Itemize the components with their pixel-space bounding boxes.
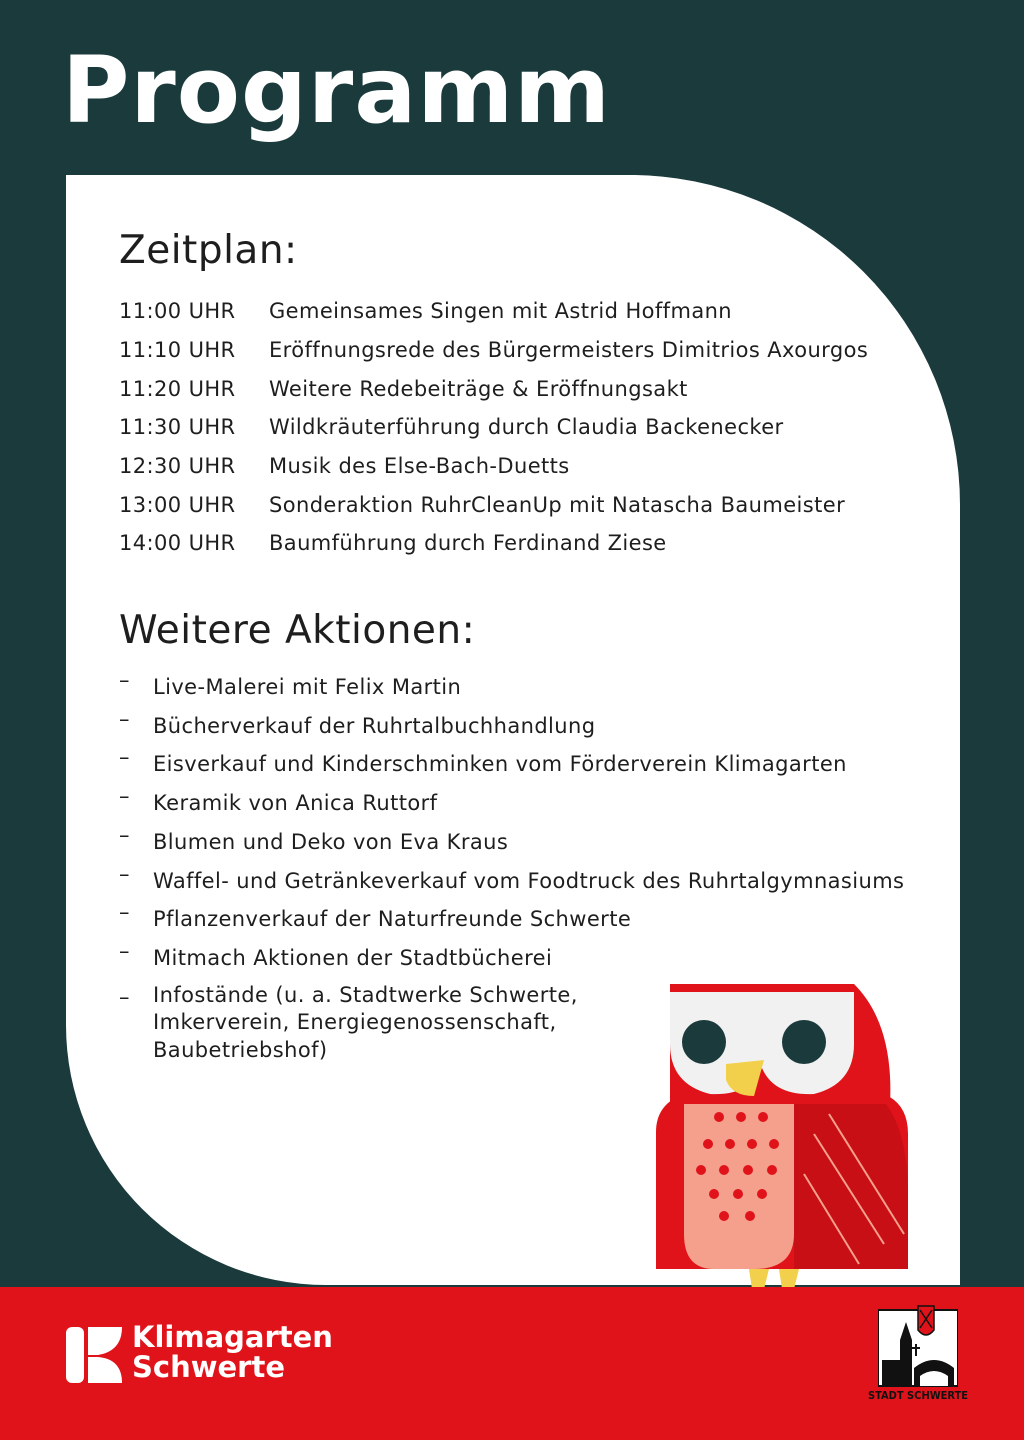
schedule-row: [119, 292, 868, 331]
list-item: [119, 745, 904, 784]
schedule-row: [119, 369, 868, 408]
list-dash: –: [119, 822, 130, 847]
klimagarten-logo-text: [132, 1322, 333, 1382]
logo-line-2: Schwerte: [132, 1350, 286, 1384]
crest-label: STADT SCHWERTE: [867, 1389, 969, 1402]
schedule-row: [119, 524, 868, 563]
owl-eye-left: [682, 1020, 726, 1064]
klimagarten-leaf-k-logo: [66, 1327, 122, 1383]
schedule-row: [119, 485, 868, 524]
owl-illustration: [654, 984, 910, 1290]
action-text: Blumen und Deko von Eva Kraus: [153, 829, 509, 854]
page-title: Programm: [62, 37, 612, 144]
list-dash: –: [119, 784, 130, 809]
action-text: Infostände (u. a. Stadtwerke Schwerte, Imkerverein, Energiegenossenschaft, Baubetriebshof): [153, 982, 578, 1062]
schedule-time: 11:30 UHR: [119, 415, 236, 440]
schedule-row: [119, 447, 868, 486]
action-text: Mitmach Aktionen der Stadtbücherei: [153, 945, 553, 970]
action-text: Eisverkauf und Kinderschminken vom Förderverein Klimagarten: [153, 752, 847, 777]
schedule-event: Musik des Else-Bach-Duetts: [269, 454, 570, 479]
schedule-row: [119, 408, 868, 447]
action-text: Keramik von Anica Ruttorf: [153, 791, 438, 816]
owl-eye-right: [782, 1020, 826, 1064]
schedule-time: 14:00 UHR: [119, 531, 236, 556]
schedule-time: 11:20 UHR: [119, 376, 236, 401]
list-item: [119, 862, 904, 901]
list-item: [119, 668, 904, 707]
list-dash: –: [119, 706, 130, 731]
action-text: Waffel- und Getränkeverkauf vom Foodtruck des Ruhrtalgymnasiums: [153, 868, 905, 893]
schedule-time: 12:30 UHR: [119, 454, 236, 479]
schedule-time: 13:00 UHR: [119, 492, 236, 517]
schedule-time: 11:00 UHR: [119, 299, 236, 324]
stadt-schwerte-crest: [878, 1300, 958, 1388]
schedule-event: Sonderaktion RuhrCleanUp mit Natascha Baumeister: [269, 492, 846, 517]
list-dash: –: [119, 984, 130, 1009]
schedule-event: Gemeinsames Singen mit Astrid Hoffmann: [269, 299, 733, 324]
schedule-event: Baumführung durch Ferdinand Ziese: [269, 531, 667, 556]
actions-heading: Weitere Aktionen:: [119, 608, 476, 653]
action-text: Live-Malerei mit Felix Martin: [153, 675, 462, 699]
action-text: Bücherverkauf der Ruhrtalbuchhandlung: [153, 713, 596, 738]
list-item: [119, 823, 904, 862]
list-dash: –: [119, 900, 130, 925]
schedule-event: Weitere Redebeiträge & Eröffnungsakt: [269, 376, 688, 401]
schedule-row: [119, 331, 868, 370]
list-dash: –: [119, 745, 130, 770]
owl-belly: [684, 1104, 794, 1269]
owl-foot-left: [749, 1269, 769, 1289]
list-dash: –: [119, 938, 130, 963]
list-dash: –: [119, 861, 130, 886]
schedule-event: Wildkräuterführung durch Claudia Backenecker: [269, 415, 784, 440]
action-text: Pflanzenverkauf der Naturfreunde Schwerte: [153, 907, 632, 932]
list-item: [119, 900, 904, 939]
schedule-event: Eröffnungsrede des Bürgermeisters Dimitrios Axourgos: [269, 338, 869, 363]
logo-line-1: Klimagarten: [132, 1320, 333, 1354]
schedule-heading: Zeitplan:: [119, 228, 298, 273]
schedule-time: 11:10 UHR: [119, 338, 236, 363]
list-item: [119, 784, 904, 823]
owl-foot-right: [779, 1269, 799, 1289]
list-dash: –: [119, 668, 130, 692]
list-item: [119, 939, 904, 978]
list-item: [119, 707, 904, 746]
schedule-list: [119, 292, 868, 563]
